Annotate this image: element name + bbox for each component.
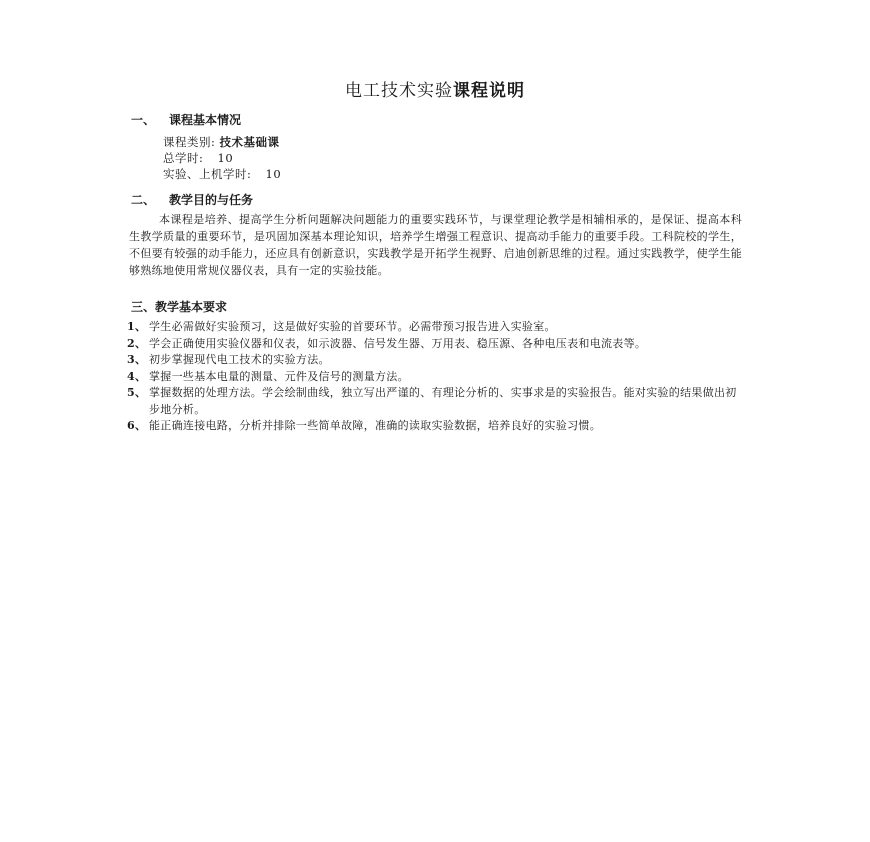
section-2-heading xyxy=(131,191,253,208)
section-1-heading xyxy=(131,111,241,128)
list-item xyxy=(127,385,747,418)
section-1-number: 一、 xyxy=(131,113,156,127)
list-item-text: 初步掌握现代电工技术的实验方法。 xyxy=(149,353,330,366)
list-item xyxy=(127,369,747,386)
total-hours-label: 总学时: xyxy=(163,151,204,165)
list-item xyxy=(127,352,747,369)
course-type-value: 技术基础课 xyxy=(219,135,280,149)
course-type-label: 课程类别: xyxy=(163,135,216,149)
list-item-text: 能正确连接电路，分析并排除一些简单故障，准确的读取实验数据，培养良好的实验习惯。 xyxy=(149,419,601,432)
list-item-number: 3、 xyxy=(127,353,147,366)
lab-hours-label: 实验、上机学时: xyxy=(163,167,252,181)
section-3-heading xyxy=(131,298,227,315)
title-part-1: 电工技术实验 xyxy=(345,81,453,101)
list-item xyxy=(127,418,747,435)
list-item-number: 6、 xyxy=(127,419,147,432)
list-item-number: 4、 xyxy=(127,369,147,383)
section-1-title: 课程基本情况 xyxy=(169,113,242,127)
list-item-text: 掌握一些基本电量的测量、元件及信号的测量方法。 xyxy=(149,369,409,383)
section-2-paragraph: 本课程是培养、提高学生分析问题解决问题能力的重要实践环节，与课堂理论教学是相辅相承的，是保证、提高本科生教学质量的重要环节，是巩固加深基本理论知识，培养学生增强工程意识、提高动手能力的重要手段。工科院校的学生，不但要有较强的动手能力，还应具有创新意识，实践教学是开拓学生视野、启迪创新思维的过程。通过实践教学，使学生能够熟练地使用常规仪器仪表，具有一定的实验技能。 xyxy=(129,213,742,277)
list-item-text: 掌握数据的处理方法。学会绘制曲线，独立写出严谨的、有理论分析的、实事求是的实验报告。能对实验的结果做出初步地分析。 xyxy=(149,386,737,416)
list-item-number: 1、 xyxy=(127,320,147,333)
course-type-line xyxy=(163,134,280,150)
section-2-title: 教学目的与任务 xyxy=(169,193,254,207)
total-hours-value: 10 xyxy=(217,151,234,165)
list-item xyxy=(127,336,747,353)
list-item-text: 学会正确使用实验仪器和仪表，如示波器、信号发生器、万用表、稳压源、各种电压表和电流表等。 xyxy=(149,336,647,350)
requirements-list xyxy=(127,319,747,435)
list-item-number: 5、 xyxy=(127,386,147,399)
lab-hours-line xyxy=(163,166,281,182)
list-item-text: 学生必需做好实验预习，这是做好实验的首要环节。必需带预习报告进入实验室。 xyxy=(149,320,556,333)
title-part-2: 课程说明 xyxy=(453,81,525,101)
section-2-number: 二、 xyxy=(131,193,156,207)
total-hours-line xyxy=(163,150,233,166)
list-item-number: 2、 xyxy=(127,336,147,350)
list-item xyxy=(127,319,747,336)
lab-hours-value: 10 xyxy=(265,167,282,181)
section-3-title: 三、教学基本要求 xyxy=(131,300,228,314)
document-title xyxy=(0,76,870,101)
